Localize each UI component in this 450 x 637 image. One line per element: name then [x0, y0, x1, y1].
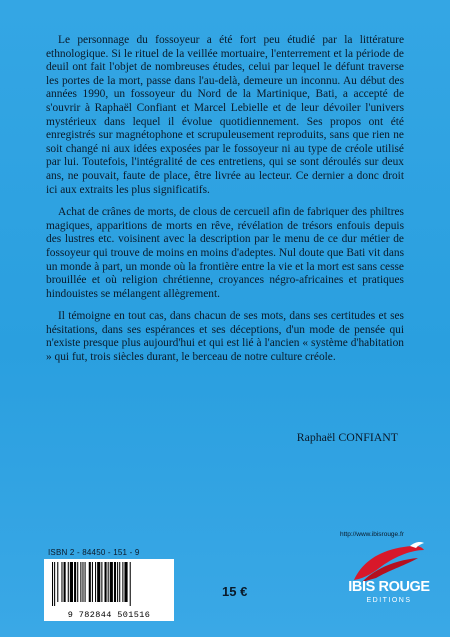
barcode-bar [119, 562, 120, 602]
barcode-bar [82, 562, 83, 602]
barcode-bar [80, 562, 81, 602]
barcode-bar [108, 562, 109, 602]
barcode-bar [114, 562, 116, 602]
author-signature: Raphaël CONFIANT [296, 430, 398, 444]
barcode-bar [117, 562, 118, 602]
barcode-digits: 9 782844 501516 [67, 610, 151, 620]
ibis-bird-icon [352, 540, 426, 584]
blurb-paragraph-3: Il témoigne en tout cas, dans chacun de ses mots, dans ses certitudes et ses hésitations, dans ses espérances et ses déceptions, d'un mode de pensée qui n'existe presque plus aujourd'hui et qui est lié à l'ancien « système d'habitation » qui fut, trois siècles durant, le berceau de notre culture créole. [46, 310, 404, 364]
barcode-bar [74, 562, 76, 602]
barcode-bar [70, 562, 73, 602]
blurb-paragraph-1: Le personnage du fossoyeur a été fort peu étudié par la littérature ethnologique. Si le rituel de la veillée mortuaire, l'enterrement et la période de deuil ont fait l'objet de nombreuses études, celui par lequel le défunt traverse les portes de la mort, passe dans l'au-delà, demeure un inconnu. Au début des années 1990, un fossoyeur du Nord de la Martinique, Bati, a accepté de s'ouvrir à Raphaël Confiant et Marcel Lebielle et de leur dévoiler l'univers mystérieux dans lequel il évolue quotidiennement. Ses propos ont été enregistrés sur magnétophone et scrupuleusement reproduits, sans que rien ne soit changé ni aux idées exposées par le fossoyeur ni au type de créole utilisé par lui. Toutefois, l'intégralité de ces entretiens, qui se sont déroulés sur deux ans, ne pouvait, faute de place, être livrée au lecteur. Ce dernier a donc droit ici aux extraits les plus significatifs. [46, 34, 404, 196]
barcode-bar [97, 562, 100, 602]
barcode-bar [124, 562, 127, 602]
publisher-sub: EDITIONS [366, 597, 412, 604]
barcode-bar [85, 562, 86, 602]
barcode-bar [61, 562, 62, 602]
publisher-name: IBIS ROUGE [348, 579, 430, 595]
blurb-paragraph-2: Achat de crânes de morts, de clous de cercueil afin de fabriquer des philtres magiques, apparitions de morts en rêve, révélation de trésors enfouis depuis des lustres etc. voisinent avec la description par le menu de ce dur métier de fossoyeur qui trouve de moins en moins d'adeptes. Nul doute que Bati vit dans un monde à part, un monde où la frontière entre la vie et la mort est sans cesse brouillée et où religion chrétienne, croyances négro-africaines et pratiques hindouistes se mélangent allègrement. [46, 206, 404, 300]
barcode-bar [89, 562, 91, 602]
barcode-bar [101, 562, 102, 602]
barcode-bar [110, 562, 113, 602]
barcode [44, 559, 174, 621]
barcode-bar [64, 562, 66, 602]
barcode-bar [95, 562, 96, 602]
barcode-bar [52, 562, 53, 606]
barcode-bar [54, 562, 55, 606]
barcode-bar [130, 562, 131, 606]
isbn-label: ISBN 2 - 84450 - 151 - 9 [48, 548, 140, 557]
barcode-bar [77, 562, 78, 602]
barcode-bar [105, 562, 107, 602]
publisher-url: http://www.ibisrouge.fr [340, 531, 404, 538]
blurb-text [46, 34, 404, 374]
barcode-bar [122, 562, 123, 602]
barcode-bar [92, 562, 93, 602]
price: 15 € [222, 584, 248, 599]
barcode-bars [52, 562, 166, 606]
barcode-bar [57, 562, 58, 602]
publisher-logo [348, 540, 430, 612]
barcode-bar [68, 562, 69, 602]
